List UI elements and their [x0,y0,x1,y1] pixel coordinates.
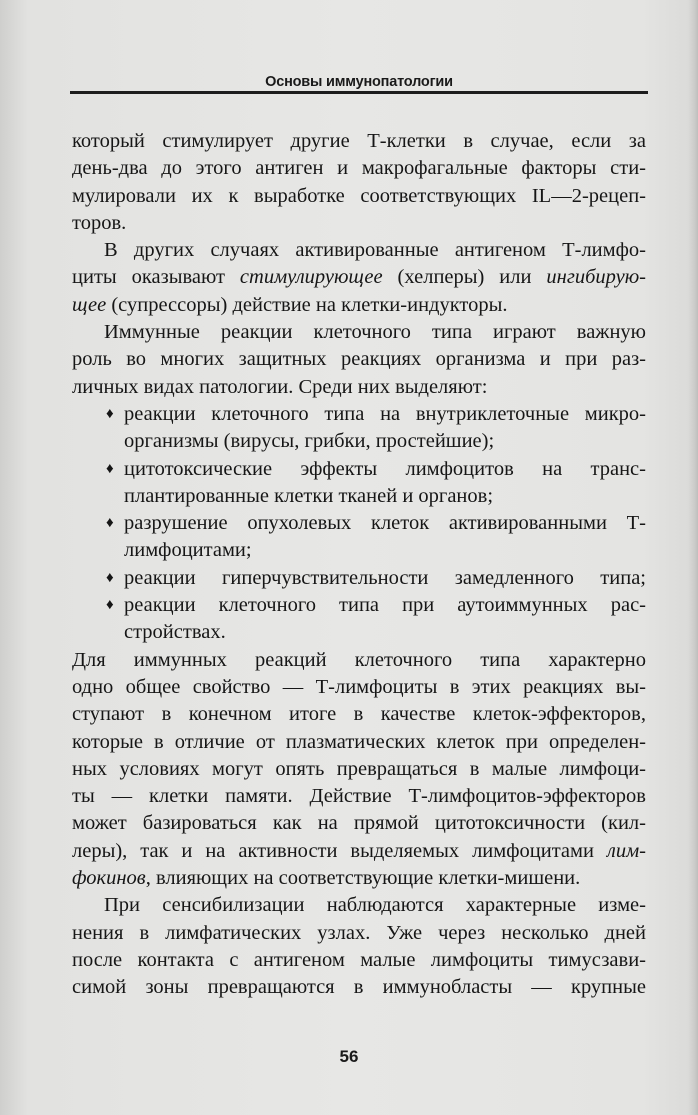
page-header [70,70,648,94]
text-line: торов. [72,211,127,234]
text-line: который стимулирует другие Т-клетки в случае, если за [72,130,646,152]
bullet-item-line [72,565,646,592]
text-line: может базироваться как на прямой цитотоксичности (кил- [72,812,646,835]
diamond-bullet-icon: ♦ [106,460,114,477]
text-line: симой зоны превращаются в иммунобласты — крупные [72,976,646,999]
bullet-text: цитотоксические эффекты лимфоцитов на транс- [124,457,646,480]
text-line: леры), так и на активности выделяемых лимфоцитами лим- [72,839,646,862]
diamond-bullet-icon: ♦ [106,405,114,422]
text-line: мулировали их к выработке соответствующих IL—2-рецеп- [72,184,646,207]
bullet-text: разрушение опухолевых клеток активированными Т- [124,512,646,535]
diamond-bullet-icon: ♦ [106,569,114,586]
text-line: нения в лимфатических узлах. Уже через несколько дней [72,921,646,944]
paragraph-first-line: Иммунные реакции клеточного типа играют важную [104,321,646,344]
running-title: Основы иммунопатологии [265,74,453,90]
text-line: ступают в конечном итоге в качестве клеток-эффекторов, [72,703,646,726]
bullet-text: реакции клеточного типа на внутриклеточные микро- [124,402,646,425]
text-line: ты — клетки памяти. Действие Т-лимфоцитов-эффекторов [72,785,646,808]
diamond-bullet-icon: ♦ [106,597,114,614]
bullet-item-line: стройствах. [124,621,226,644]
text-line: после контакта с антигеном малые лимфоциты тимусзави- [72,948,646,971]
bullet-item-line [72,456,646,483]
text-line: которые в отличие от плазматических клеток при определен- [72,730,646,753]
bullet-item-line [72,592,646,619]
bullet-text: реакции клеточного типа при аутоиммунных рас- [124,594,646,617]
text-line: одно общее свойство — Т-лимфоциты в этих реакциях вы- [72,675,646,698]
text-line: ных условиях могут опять превращаться в малые лимфоци- [72,757,646,780]
paragraph-first-line: В других случаях активированные антигеном Т-лимфо- [104,239,646,262]
diamond-bullet-icon: ♦ [106,515,114,532]
bullet-item-line: лимфоцитами; [124,539,252,562]
bullet-item-line [72,401,646,428]
text-line: роль во многих защитных реакциях организма и при раз- [72,348,646,371]
text-line: личных видах патологии. Среди них выделяют: [72,375,488,398]
body-text [72,128,646,1002]
bullet-item-line: плантированные клетки тканей и органов; [124,484,494,507]
bullet-item-line [72,510,646,537]
text-line: фокинов, влияющих на соответствующие клетки-мишени. [72,867,581,890]
bullet-text: реакции гиперчувствительности замедленного типа; [124,566,646,589]
text-line: день-два до этого антиген и макрофагальные факторы сти- [72,157,646,180]
text-line: Для иммунных реакций клеточного типа характерно [72,648,646,671]
header-rule [70,91,648,94]
page-edge-shadow [688,0,698,1115]
page-number: 56 [339,1047,359,1066]
bullet-item-line: организмы (вирусы, грибки, простейшие); [124,430,495,453]
text-line: циты оказывают стимулирующее (хелперы) или ингибирую- [72,266,646,289]
text-line: щее (супрессоры) действие на клетки-индукторы. [72,293,508,316]
paragraph-first-line: При сенсибилизации наблюдаются характерные изме- [104,894,646,917]
